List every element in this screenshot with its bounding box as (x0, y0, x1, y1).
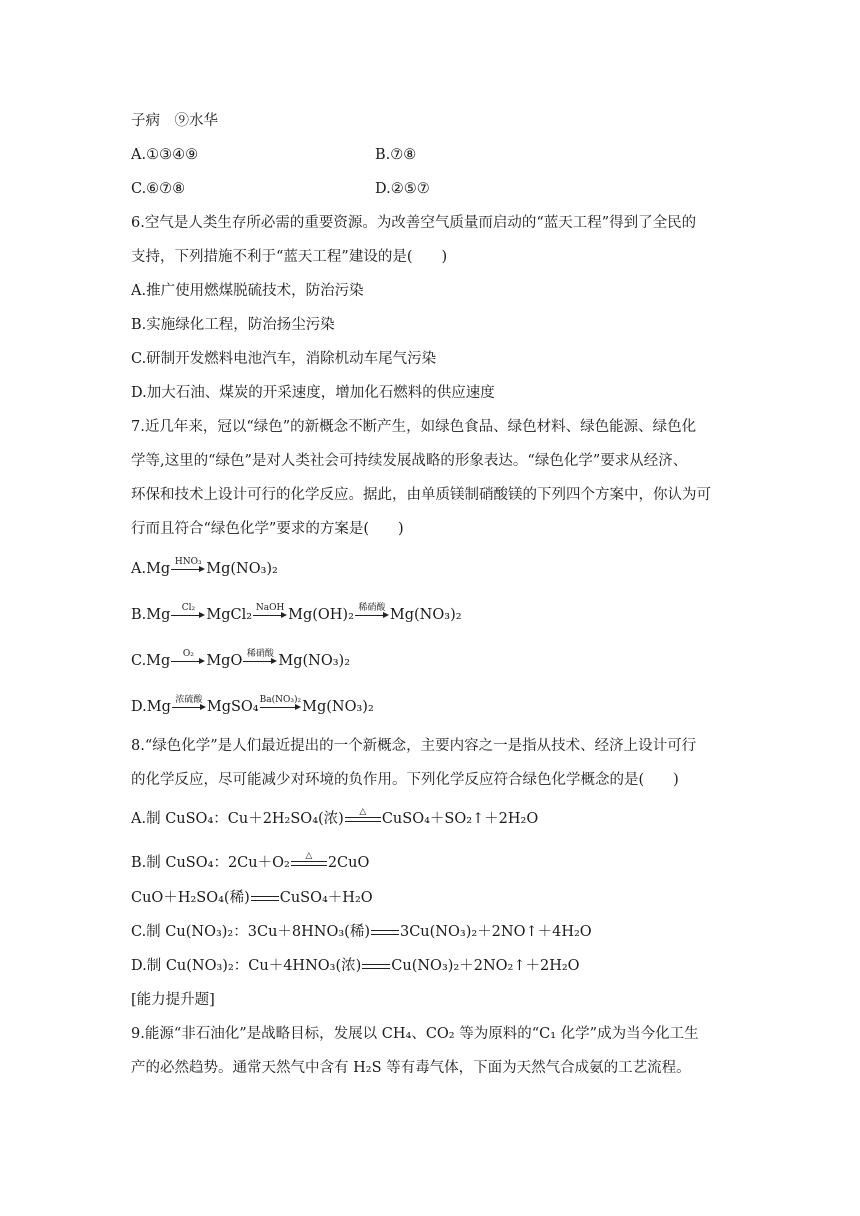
q8-a-reactants: A.制 CuSO₄：Cu＋2H₂SO₄(浓) (131, 811, 344, 827)
arrow-condition: HNO₃ (174, 557, 202, 567)
q7-stem-line3: 环保和技术上设计可行的化学反应。据此，由单质镁制硝酸镁的下列四个方案中，你认为可 (131, 487, 711, 503)
q7-option-b (131, 605, 462, 625)
q8-option-b (131, 850, 370, 873)
q7-b-product: Mg(NO₃)₂ (389, 607, 462, 623)
q8-c-products: 3Cu(NO₃)₂＋2NO↑＋4H₂O (399, 924, 592, 940)
arrow-condition: NaOH (255, 603, 285, 613)
equals-sign (362, 964, 390, 969)
q7-d-product: Mg(NO₃)₂ (302, 699, 374, 715)
arrow-condition: 浓硫酸 (175, 695, 203, 705)
q8-option-d (131, 956, 580, 976)
equals-sign (251, 896, 279, 901)
q7-option-c (131, 651, 350, 671)
q8-stem-line1: 8.“绿色化学”是人们最近提出的一个新概念，主要内容之一是指从技术、经济上设计可行 (131, 738, 697, 754)
q5-option-c: C.⑥⑦⑧ (131, 181, 186, 197)
q7-d-intermediate1: MgSO₄ (206, 699, 259, 715)
q8-b2-reactants: CuO＋H₂SO₄(稀) (131, 890, 250, 906)
q8-d-reactants: D.制 Cu(NO₃)₂：Cu＋4HNO₃(浓) (131, 958, 362, 974)
arrow-condition: O₂ (182, 649, 194, 659)
q6-stem-line1: 6.空气是人类生存所必需的重要资源。为改善空气质量而启动的“蓝天工程”得到了全民的 (131, 215, 697, 231)
q8-b2-products: CuSO₄＋H₂O (279, 890, 373, 906)
q9-stem-line2: 产的必然趋势。通常天然气中含有 H₂S 等有毒气体，下面为天然气合成氨的工艺流程。 (131, 1060, 691, 1076)
q7-a-product: Mg(NO₃)₂ (206, 561, 278, 577)
q7-d-label: D.Mg (131, 699, 171, 715)
section-heading: [能力提升题] (131, 992, 215, 1008)
reaction-arrow (171, 557, 205, 573)
q6-option-d: D.加大石油、煤炭的开采速度，增加化石燃料的供应速度 (131, 385, 495, 401)
heat-symbol: △ (359, 806, 367, 817)
q7-b-intermediate2: Mg(OH)₂ (288, 607, 354, 623)
arrow-condition: 稀硝酸 (358, 603, 386, 613)
heat-equals-sign (291, 851, 327, 866)
arrow-condition: Ba(NO₃)₂ (259, 695, 302, 705)
q7-b-intermediate1: MgCl₂ (206, 607, 253, 623)
q7-b-label: B.Mg (131, 607, 171, 623)
q6-stem-line2: 支持，下列措施不利于“蓝天工程”建设的是( ) (131, 249, 448, 265)
q6-option-b: B.实施绿化工程，防治扬尘污染 (131, 317, 335, 333)
reaction-arrow (172, 695, 206, 711)
q8-a-products: CuSO₄＋SO₂↑＋2H₂O (381, 811, 539, 827)
reaction-arrow (355, 603, 389, 619)
q6-option-c: C.研制开发燃料电池汽车，消除机动车尾气污染 (131, 351, 437, 367)
q5-option-a: A.①③④⑨ (131, 147, 199, 163)
q8-d-products: Cu(NO₃)₂＋2NO₂↑＋2H₂O (391, 958, 580, 974)
reaction-arrow (171, 603, 205, 619)
q7-a-label: A.Mg (131, 561, 171, 577)
q5-option-d: D.②⑤⑦ (375, 181, 430, 197)
q7-c-label: C.Mg (131, 653, 171, 669)
q6-option-a: A.推广使用燃煤脱硫技术，防治污染 (131, 283, 364, 299)
q7-stem-line1: 7.近几年来，冠以“绿色”的新概念不断产生，如绿色食品、绿色材料、绿色能源、绿色化 (131, 419, 697, 435)
reaction-arrow (260, 695, 301, 711)
arrow-condition: 稀硝酸 (246, 649, 274, 659)
q7-option-a (131, 559, 278, 579)
q8-option-a (131, 806, 539, 829)
q8-b-reactants: B.制 CuSO₄：2Cu＋O₂ (131, 855, 290, 871)
q8-b-products: 2CuO (327, 855, 370, 871)
q8-stem-line2: 的化学反应，尽可能减少对环境的负作用。下列化学反应符合绿色化学概念的是( ) (131, 772, 679, 788)
reaction-arrow (253, 603, 287, 619)
heat-symbol: △ (305, 850, 313, 861)
line-q5-tail: 子病 ⑨水华 (131, 113, 218, 129)
q7-stem-line4: 行而且符合“绿色化学”要求的方案是( ) (131, 521, 404, 537)
q8-option-c (131, 922, 592, 942)
q7-c-intermediate1: MgO (206, 653, 243, 669)
q5-option-b: B.⑦⑧ (375, 147, 417, 163)
heat-equals-sign (345, 807, 381, 822)
arrow-condition: Cl₂ (181, 603, 196, 613)
q7-stem-line2: 学等,这里的“绿色”是对人类社会可持续发展战略的形象表达。“绿色化学”要求从经济、 (131, 453, 688, 469)
equals-sign (371, 930, 399, 935)
reaction-arrow (243, 649, 277, 665)
q8-c-reactants: C.制 Cu(NO₃)₂：3Cu＋8HNO₃(稀) (131, 924, 370, 940)
q7-c-product: Mg(NO₃)₂ (278, 653, 351, 669)
q7-option-d (131, 697, 374, 717)
q8-option-b-line2 (131, 888, 373, 908)
q9-stem-line1: 9.能源“非石油化”是战略目标，发展以 CH₄、CO₂ 等为原料的“C₁ 化学”成为当今化工生 (131, 1026, 699, 1042)
reaction-arrow (171, 649, 205, 665)
